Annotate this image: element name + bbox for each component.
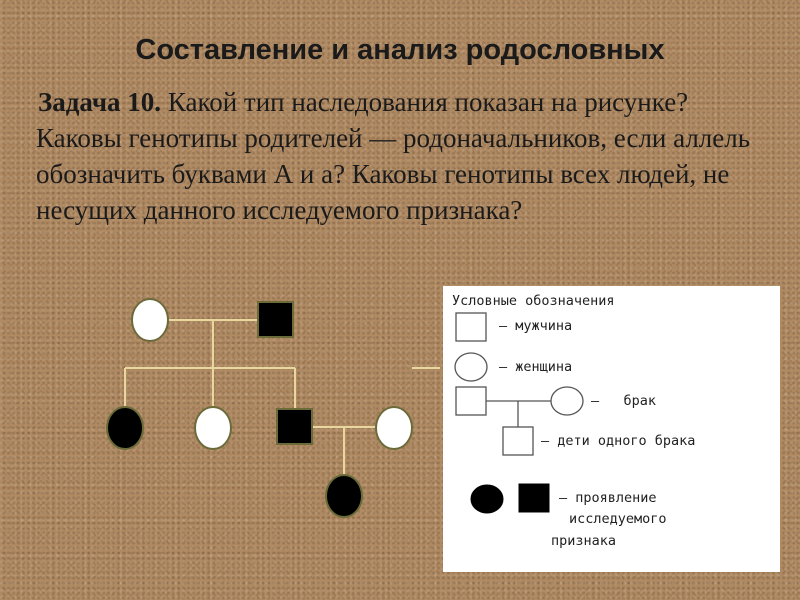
gen2-female-affected	[107, 407, 143, 449]
legend-male-square	[456, 313, 486, 341]
pedigree-symbols	[107, 299, 412, 517]
gen2-male-affected	[277, 409, 312, 444]
legend-affected-label-2: исследуемого	[569, 511, 667, 527]
legend-marriage-square	[456, 387, 486, 415]
legend-male-label: – мужчина	[499, 318, 573, 334]
problem-number: Задача 10.	[38, 87, 162, 117]
legend-panel	[443, 286, 780, 572]
legend-symbols	[443, 286, 780, 572]
legend-affected-square	[519, 484, 549, 512]
pedigree-lines	[125, 320, 440, 476]
legend-title: Условные обозначения	[452, 293, 615, 309]
problem-text: Какой тип наследования показан на рисунке? Каковы генотипы родителей — родоначальников, если аллель обозначить буквами А и а? Каковы генотипы всех людей, не несущих данного исследуемого признака?	[36, 87, 751, 225]
legend-marriage-label: – брак	[591, 393, 657, 409]
legend-marriage-circle	[551, 387, 583, 415]
gen3-female-affected	[326, 475, 362, 517]
legend-child-square	[503, 427, 533, 455]
legend-affected-label-3: признака	[551, 533, 617, 549]
slide-title: Составление и анализ родословных	[135, 34, 665, 66]
legend-female-circle	[455, 353, 487, 381]
legend-female-label: – женщина	[499, 359, 573, 375]
legend-affected-circle	[471, 485, 503, 513]
gen2-female-unaffected-2	[376, 407, 412, 449]
gen1-male-affected	[258, 302, 293, 337]
gen1-female-unaffected	[132, 299, 168, 341]
legend-affected-label-1: – проявление	[559, 490, 657, 506]
gen2-female-unaffected-1	[195, 407, 231, 449]
legend-children-label: – дети одного брака	[541, 433, 696, 449]
